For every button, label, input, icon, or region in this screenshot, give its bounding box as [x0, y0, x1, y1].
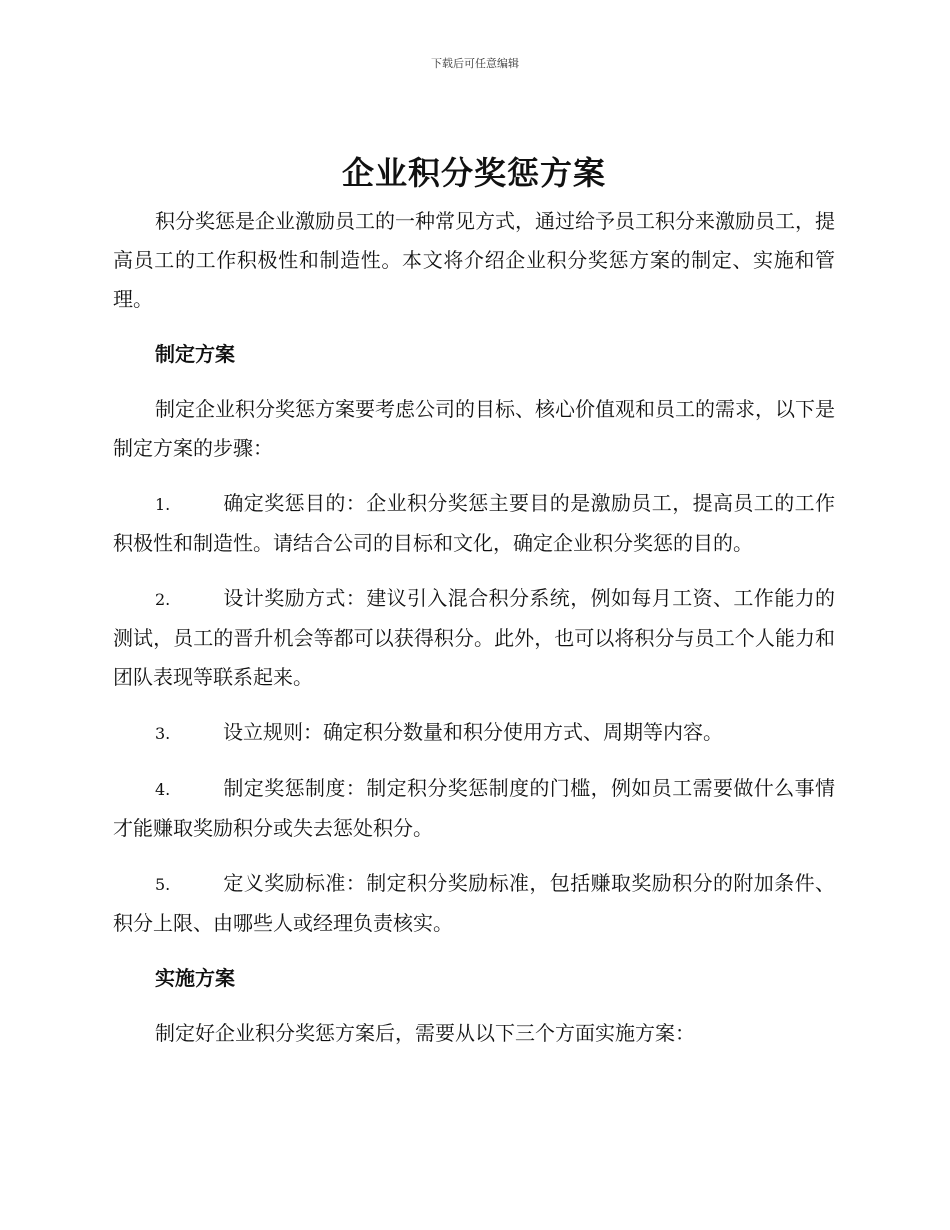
list-number: 5.: [155, 875, 171, 894]
list-item: [113, 579, 835, 697]
list-item: [113, 769, 835, 848]
list-number: 1.: [155, 495, 171, 514]
intro-paragraph: 积分奖惩是企业激励员工的一种常见方式，通过给予员工积分来激励员工，提高员工的工作积极性和制造性。本文将介绍企业积分奖惩方案的制定、实施和管理。: [113, 209, 835, 311]
list-item: [113, 864, 835, 943]
section-heading-implement: 实施方案: [155, 966, 235, 990]
list-text: 设立规则：确定积分数量和积分使用方式、周期等内容。: [223, 720, 723, 744]
section-heading-formulate: 制定方案: [155, 342, 235, 366]
list-number: 2.: [155, 590, 171, 609]
header-note: 下载后可任意编辑: [431, 57, 519, 70]
section-intro-implement: 制定好企业积分奖惩方案后，需要从以下三个方面实施方案：: [155, 1021, 695, 1045]
list-item: [113, 713, 835, 753]
document-body: [113, 150, 835, 1069]
list-item: [113, 484, 835, 563]
list-number: 3.: [155, 724, 171, 743]
list-text: 确定奖惩目的：企业积分奖惩主要目的是激励员工，提高员工的工作积极性和制造性。请结合公司的目标和文化，确定企业积分奖惩的目的。: [113, 491, 835, 555]
section-intro-formulate: 制定企业积分奖惩方案要考虑公司的目标、核心价值观和员工的需求，以下是制定方案的步骤：: [113, 397, 835, 460]
list-text: 设计奖励方式：建议引入混合积分系统，例如每月工资、工作能力的测试，员工的晋升机会等都可以获得积分。此外，也可以将积分与员工个人能力和团队表现等联系起来。: [113, 586, 835, 689]
list-text: 制定奖惩制度：制定积分奖惩制度的门槛，例如员工需要做什么事情才能赚取奖励积分或失去惩处积分。: [113, 776, 835, 840]
list-text: 定义奖励标准：制定积分奖励标准，包括赚取奖励积分的附加条件、积分上限、由哪些人或经理负责核实。: [113, 871, 835, 935]
document-title: 企业积分奖惩方案: [341, 154, 606, 192]
list-number: 4.: [155, 780, 171, 799]
